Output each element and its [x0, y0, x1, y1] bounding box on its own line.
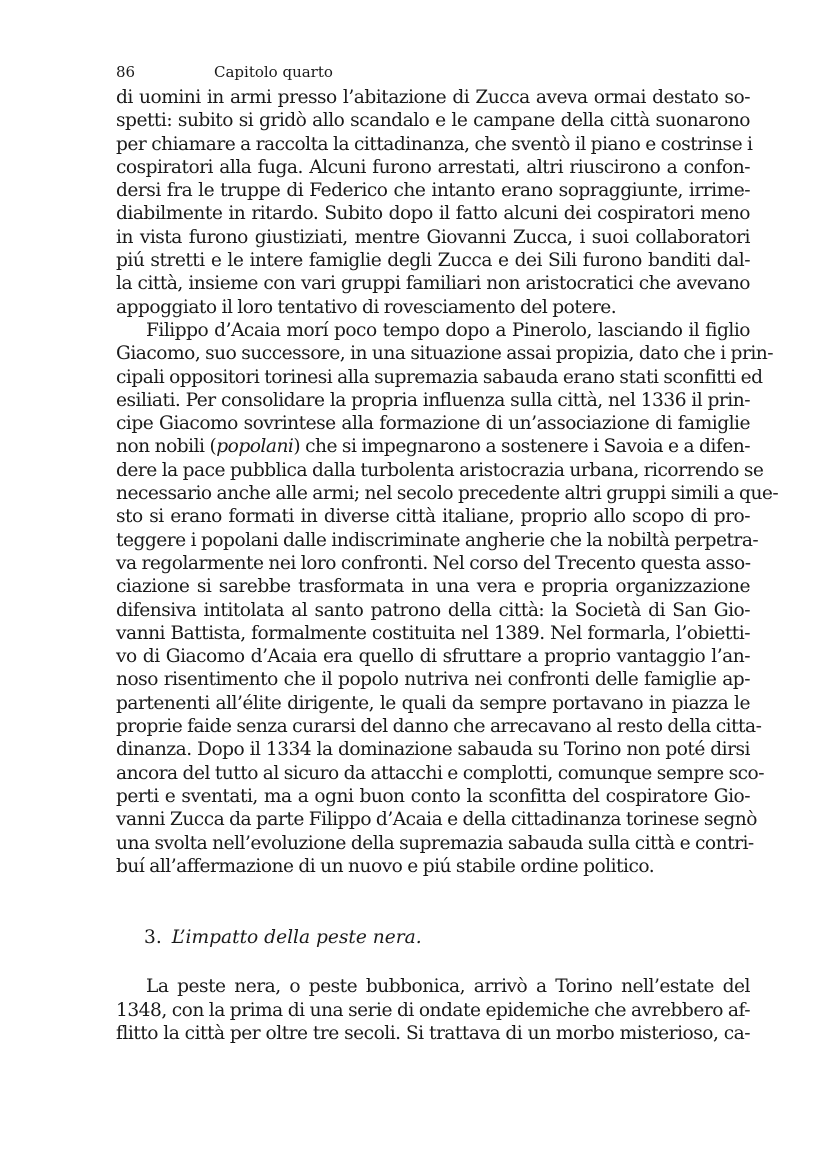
text-line: Filippo d’Acaia morí poco tempo dopo a Pinerolo, lasciando il figlio — [146, 319, 750, 341]
text-line: dinanza. Dopo il 1334 la dominazione sabauda su Torino non poté dirsi — [116, 739, 750, 761]
text-line: dersi fra le truppe di Federico che intanto erano sopraggiunte, irrime- — [116, 180, 750, 202]
text-line: in vista furono giustiziati, mentre Giovanni Zucca, i suoi collaboratori — [116, 226, 750, 248]
text-line: diabilmente in ritardo. Subito dopo il fatto alcuni dei cospiratori meno — [116, 203, 750, 225]
running-head — [116, 62, 750, 86]
text-line: teggere i popolani dalle indiscriminate angherie che la nobiltà perpetra- — [116, 529, 759, 551]
text-line: piú stretti e le intere famiglie degli Zucca e dei Sili furono banditi dal- — [116, 250, 750, 272]
page-number: 86 — [116, 63, 136, 81]
text-line: cipali oppositori torinesi alla supremazia sabauda erano stati sconfitti ed — [116, 366, 763, 388]
section-heading — [116, 926, 750, 949]
text-line: vanni Zucca da parte Filippo d’Acaia e della cittadinanza torinese segnò — [116, 809, 757, 831]
text-line: ciazione si sarebbe trasformata in una vera e propria organizzazione — [116, 576, 750, 598]
text-line: va regolarmente nei loro confronti. Nel corso del Trecento questa asso- — [116, 552, 751, 574]
text-line: 1348, con la prima di una serie di ondate epidemiche che avrebbero af- — [116, 999, 750, 1021]
text-line: Giacomo, suo successore, in una situazione assai propizia, dato che i prin- — [116, 343, 774, 365]
text-line: difensiva intitolata al santo patrono della città: la Società di San Gio- — [116, 599, 750, 621]
paragraph-1 — [116, 86, 753, 319]
text-line: esiliati. Per consolidare la propria influenza sulla città, nel 1336 il prin- — [116, 389, 750, 411]
text-line: buí all’affermazione di un nuovo e piú stabile ordine politico. — [116, 855, 655, 877]
text-line: perti e sventati, ma a ogni buon conto la sconfitta del cospiratore Gio- — [116, 785, 750, 807]
text-line: necessario anche alle armi; nel secolo precedente altri gruppi simili a que- — [116, 483, 779, 505]
text-line: cipe Giacomo sovrintese alla formazione di un’associazione di famiglie — [116, 413, 750, 435]
italic-term: popolani — [216, 436, 294, 458]
text-line: spetti: subito si gridò allo scandalo e le campane della città suonarono — [116, 110, 750, 132]
chapter-title: Capitolo quarto — [214, 63, 333, 81]
text-line: per chiamare a raccolta la cittadinanza, che sventò il piano e costrinse i — [116, 133, 753, 155]
section-number: 3. — [144, 927, 162, 949]
text-line-with-italic — [116, 435, 750, 458]
text-line: La peste nera, o peste bubbonica, arrivò a Torino nell’estate del — [146, 976, 750, 998]
text-line: sto si erano formati in diverse città italiane, proprio allo scopo di pro- — [116, 506, 750, 528]
text-segment: non nobili ( — [116, 436, 217, 458]
text-line: appoggiato il loro tentativo di rovesciamento del potere. — [116, 296, 617, 318]
text-line: di uomini in armi presso l’abitazione di Zucca aveva ormai destato so- — [116, 87, 750, 108]
text-line: vo di Giacomo d’Acaia era quello di sfruttare a proprio vantaggio l’an- — [116, 646, 750, 668]
text-line: una svolta nell’evoluzione della supremazia sabauda sulla città e contri- — [116, 832, 754, 854]
text-line: cospiratori alla fuga. Alcuni furono arrestati, altri riuscirono a confon- — [116, 156, 750, 178]
paragraph-3 — [116, 975, 750, 1045]
paragraph-2 — [116, 319, 779, 878]
text-line: la città, insieme con vari gruppi familiari non aristocratici che avevano — [116, 273, 750, 295]
text-line: flitto la città per oltre tre secoli. Si trattava di un morbo misterioso, ca- — [116, 1022, 750, 1044]
text-line: ancora del tutto al sicuro da attacchi e complotti, comunque sempre sco- — [116, 762, 765, 784]
text-line: partenenti all’élite dirigente, le quali da sempre portavano in piazza le — [116, 692, 750, 714]
page — [116, 62, 779, 1045]
text-line: noso risentimento che il popolo nutriva nei confronti delle famiglie ap- — [116, 669, 750, 691]
text-line: vanni Battista, formalmente costituita nel 1389. Nel formarla, l’obietti- — [116, 622, 750, 644]
text-line: dere la pace pubblica dalla turbolenta aristocrazia urbana, ricorrendo se — [116, 459, 764, 481]
text-segment: ) che si impegnarono a sostenere i Savoia e a difen- — [293, 436, 750, 458]
section-title: L’impatto della peste nera. — [171, 927, 422, 949]
text-line: proprie faide senza curarsi del danno che arrecavano al resto della citta- — [116, 716, 762, 738]
